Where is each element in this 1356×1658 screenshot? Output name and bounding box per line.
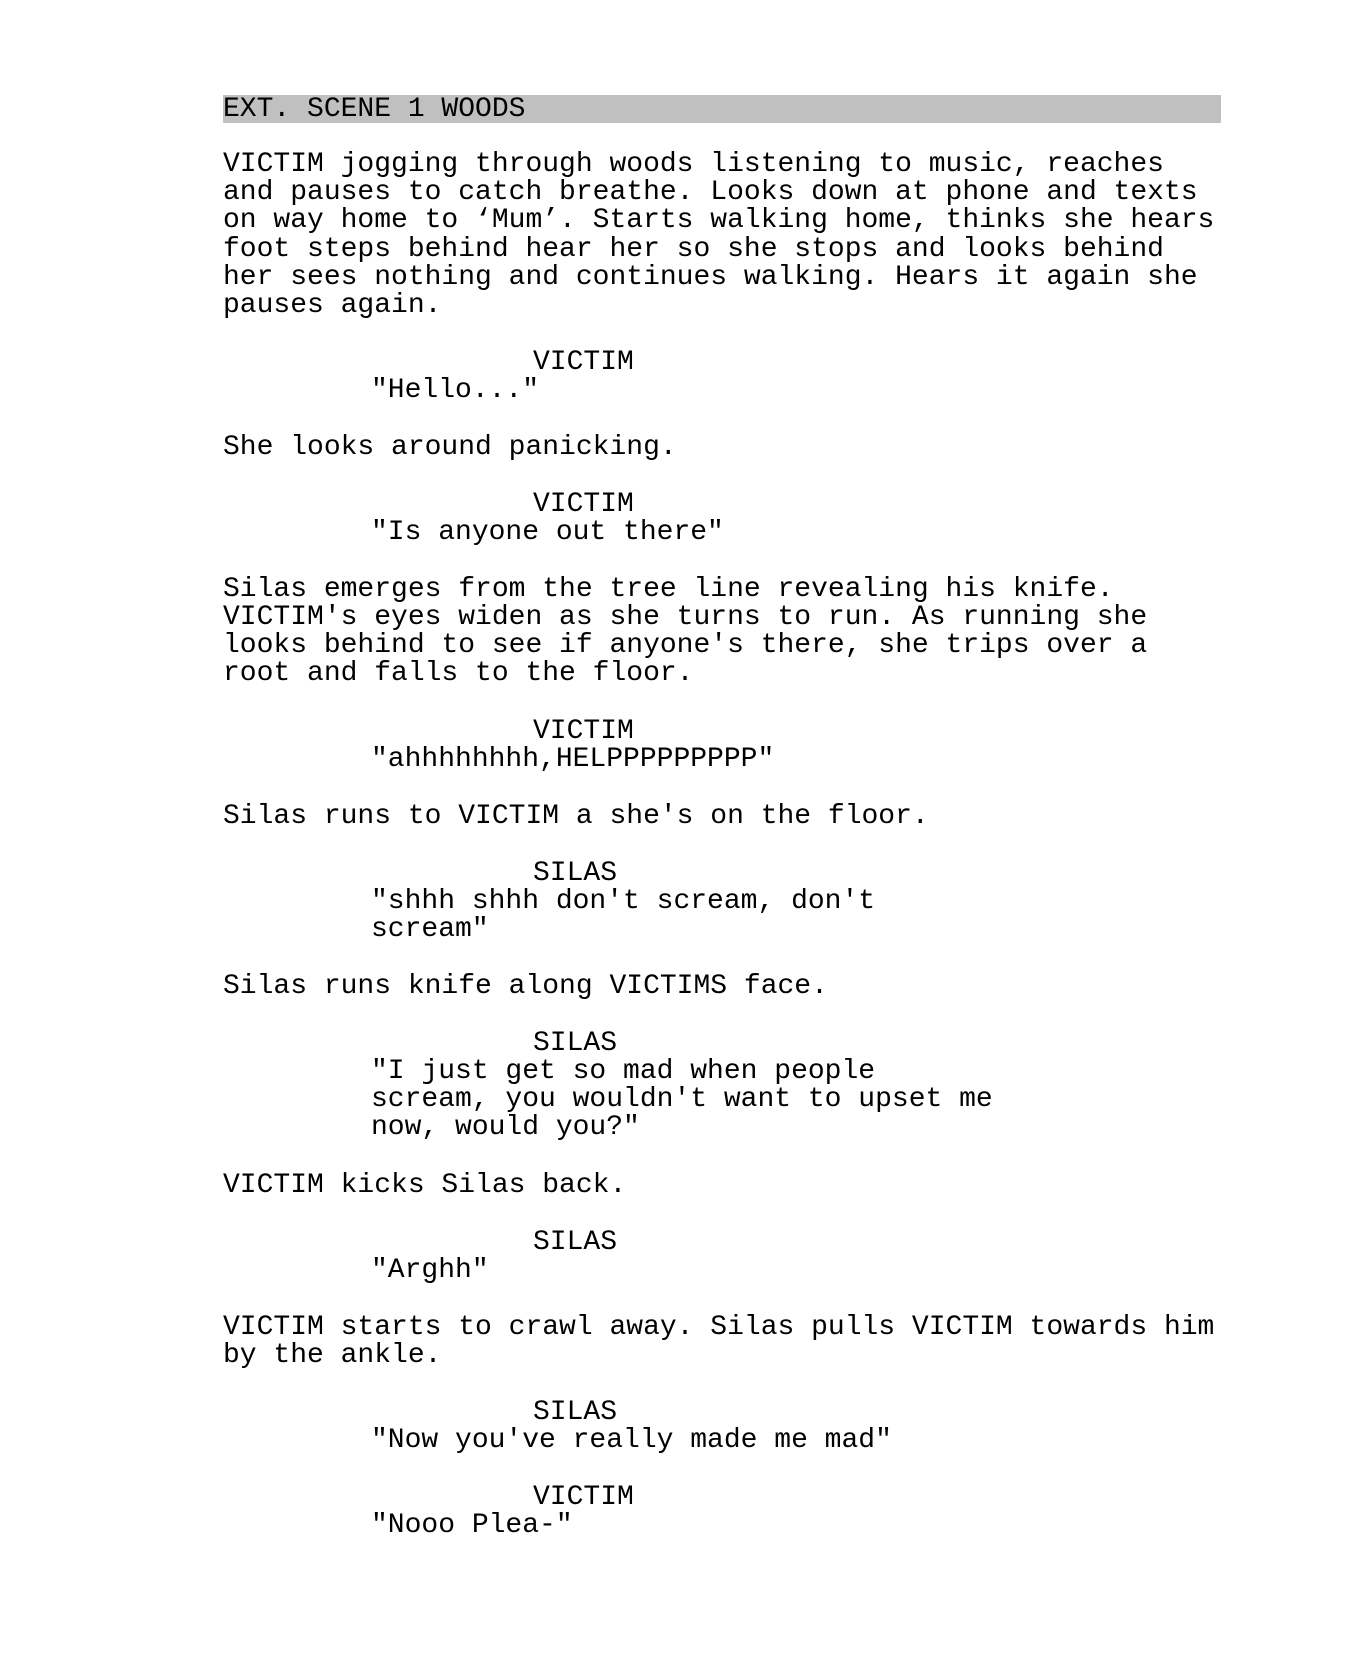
- character-name: VICTIM: [533, 489, 634, 520]
- dialogue-line: scream": [371, 914, 489, 945]
- character-name: SILAS: [533, 1028, 618, 1059]
- scene-heading: EXT. SCENE 1 WOODS: [223, 94, 526, 125]
- action-line: looks behind to see if anyone's there, she trips over a: [223, 630, 1148, 661]
- dialogue-line: "shhh shhh don't scream, don't: [371, 886, 876, 917]
- dialogue-line: now, would you?": [371, 1112, 640, 1143]
- action-line: She looks around panicking.: [223, 432, 677, 463]
- dialogue-line: "Hello...": [371, 375, 540, 406]
- dialogue-line: scream, you wouldn't want to upset me: [371, 1084, 993, 1115]
- character-name: SILAS: [533, 1397, 618, 1428]
- action-line: by the ankle.: [223, 1340, 442, 1371]
- action-line: VICTIM starts to crawl away. Silas pulls VICTIM towards him: [223, 1312, 1215, 1343]
- action-line: VICTIM's eyes widen as she turns to run. As running she: [223, 602, 1148, 633]
- dialogue-line: "Now you've really made me mad": [371, 1425, 892, 1456]
- dialogue-line: "Nooo Plea-": [371, 1510, 573, 1541]
- character-name: SILAS: [533, 858, 618, 889]
- action-line: VICTIM kicks Silas back.: [223, 1170, 627, 1201]
- dialogue-line: "ahhhhhhhh,HELPPPPPPPPP": [371, 744, 775, 775]
- character-name: VICTIM: [533, 716, 634, 747]
- action-line: Silas emerges from the tree line revealing his knife.: [223, 574, 1114, 605]
- action-line: pauses again.: [223, 290, 442, 321]
- action-line: foot steps behind hear her so she stops and looks behind: [223, 234, 1164, 265]
- action-line: and pauses to catch breathe. Looks down at phone and texts: [223, 177, 1198, 208]
- character-name: SILAS: [533, 1227, 618, 1258]
- character-name: VICTIM: [533, 347, 634, 378]
- action-line: on way home to ‘Mum’. Starts walking home, thinks she hears: [223, 205, 1215, 236]
- action-line: root and falls to the floor.: [223, 658, 694, 689]
- action-line: her sees nothing and continues walking. Hears it again she: [223, 262, 1198, 293]
- action-line: VICTIM jogging through woods listening to music, reaches: [223, 149, 1164, 180]
- action-line: Silas runs knife along VICTIMS face.: [223, 971, 828, 1002]
- dialogue-line: "Arghh": [371, 1255, 489, 1286]
- dialogue-line: "Is anyone out there": [371, 517, 724, 548]
- character-name: VICTIM: [533, 1482, 634, 1513]
- dialogue-line: "I just get so mad when people: [371, 1056, 876, 1087]
- action-line: Silas runs to VICTIM a she's on the floor.: [223, 801, 929, 832]
